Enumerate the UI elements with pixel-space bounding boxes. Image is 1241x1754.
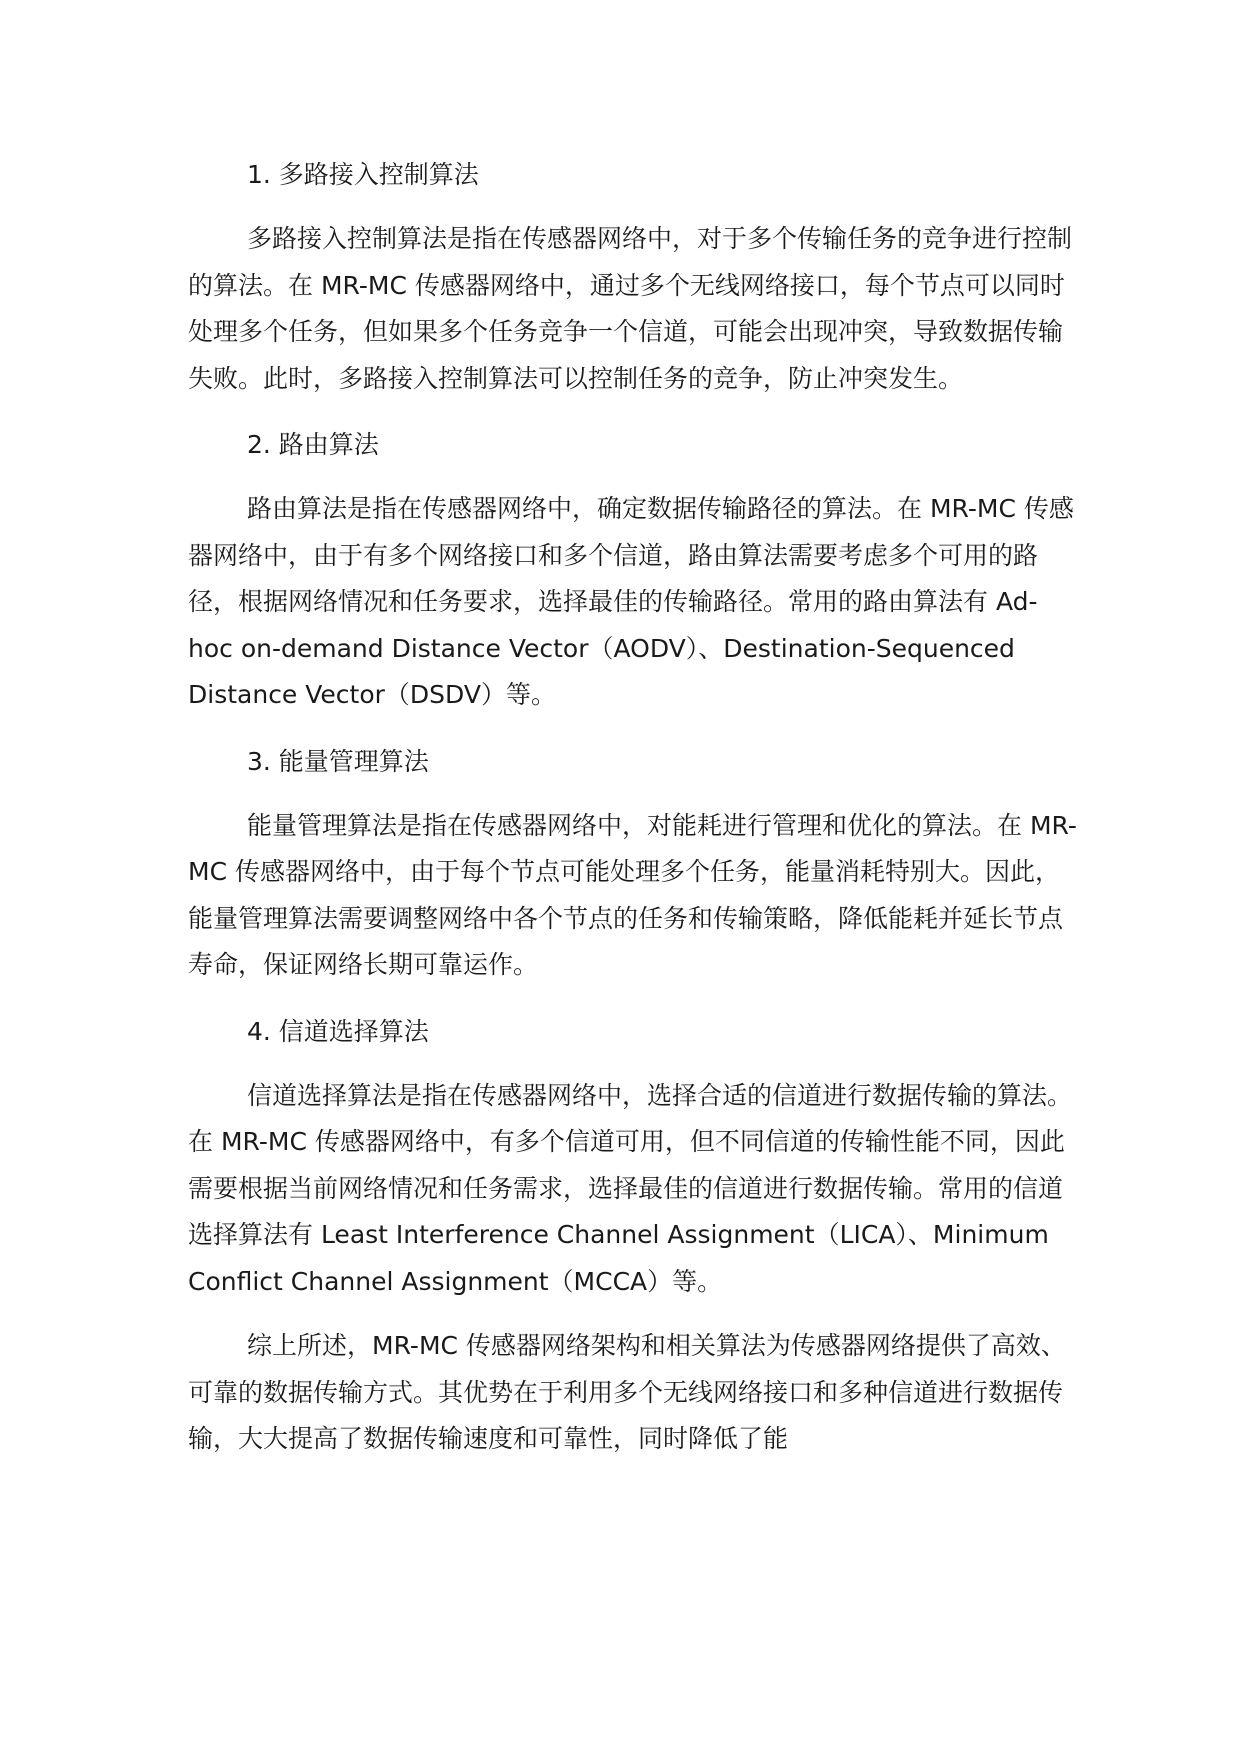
section-paragraph-energy-management: 能量管理算法是指在传感器网络中，对能耗进行管理和优化的算法。在 MR-MC 传感器网络中，由于每个节点可能处理多个任务，能量消耗特别大。因此，能量管理算法需要调整网络中各个节点的任务和传输策略，降低能耗并延长节点寿命，保证网络长期可靠运作。 [188, 810, 1077, 979]
section-heading-multiple-access: 1. 多路接入控制算法 [247, 160, 479, 189]
section-paragraph-multiple-access: 多路接入控制算法是指在传感器网络中，对于多个传输任务的竞争进行控制的算法。在 MR-MC 传感器网络中，通过多个无线网络接口，每个节点可以同时处理多个任务，但如果多个任务竞争一个信道，可能会出现冲突，导致数据传输失败。此时，多路接入控制算法可以控制任务的竞争，防止冲突发生。 [188, 224, 1073, 393]
section-heading-routing: 2. 路由算法 [247, 430, 379, 459]
section-heading-channel-selection: 4. 信道选择算法 [247, 1016, 429, 1046]
section-heading-energy-management: 3. 能量管理算法 [247, 746, 429, 776]
section-paragraph-routing: 路由算法是指在传感器网络中，确定数据传输路径的算法。在 MR-MC 传感器网络中，由于有多个网络接口和多个信道，路由算法需要考虑多个可用的路径，根据网络情况和任务要求，选择最佳的传输路径。常用的路由算法有 Ad-hoc on-demand Distance Vector（AODV）、Destination-Sequenced Distance Vector（DSDV）等。 [188, 494, 1074, 709]
conclusion-paragraph: 综上所述，MR-MC 传感器网络架构和相关算法为传感器网络提供了高效、可靠的数据传输方式。其优势在于利用多个无线网络接口和多种信道进行数据传输，大大提高了数据传输速度和可靠性，同时降低了能 [188, 1331, 1066, 1453]
document-body [188, 152, 1081, 1463]
section-paragraph-channel-selection: 信道选择算法是指在传感器网络中，选择合适的信道进行数据传输的算法。在 MR-MC 传感器网络中，有多个信道可用，但不同信道的传输性能不同，因此需要根据当前网络情况和任务需求，选择最佳的信道进行数据传输。常用的信道选择算法有 Least Interference Channel Assignment（LICA）、Minimum Conflict Channel Assignment（MCCA）等。 [188, 1080, 1073, 1296]
